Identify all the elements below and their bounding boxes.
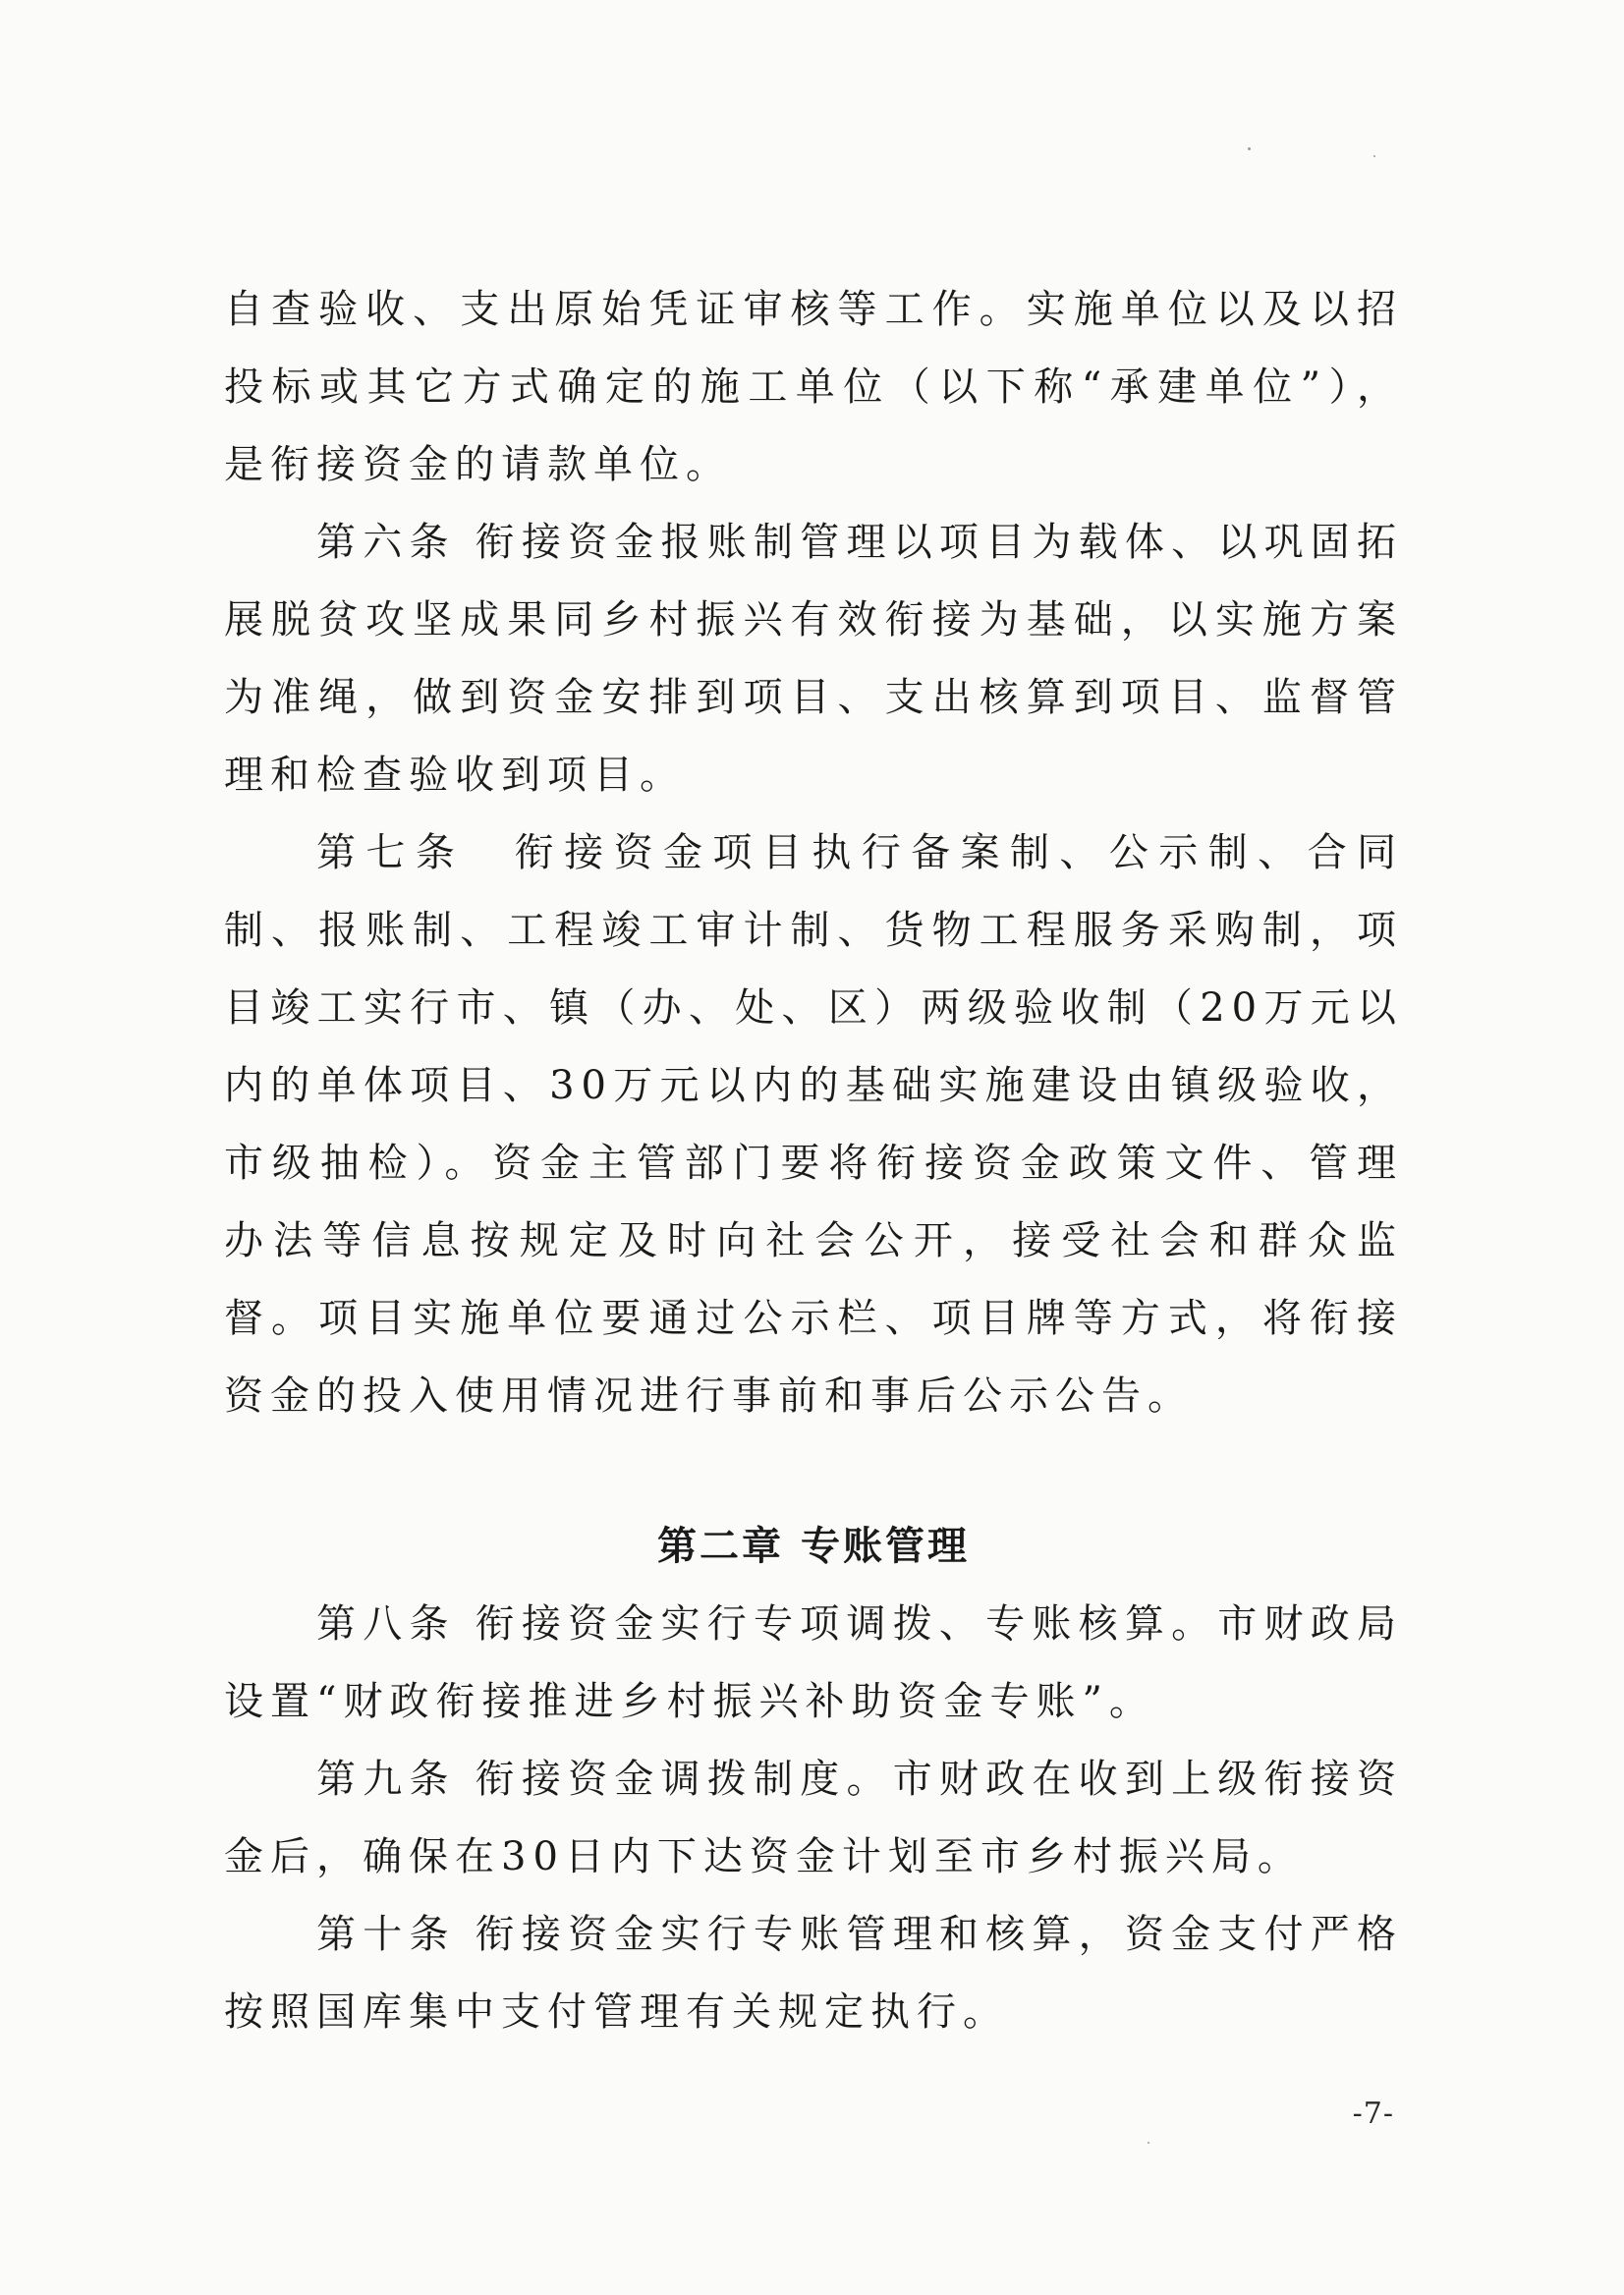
paragraph-continuation: 自查验收、支出原始凭证审核等工作。实施单位以及以招投标或其它方式确定的施工单位（以下称“承建单位”），是衔接资金的请款单位。 <box>224 287 1403 487</box>
section-spacer <box>224 1435 1403 1508</box>
scan-speck <box>1248 147 1251 150</box>
scan-speck <box>1148 2142 1149 2144</box>
page-number: -7- <box>1352 2097 1394 2131</box>
article-6-paragraph: 第六条 衔接资金报账制管理以项目为载体、以巩固拓展脱贫攻坚成果同乡村振兴有效衔接为基础，以实施方案为准绳，做到资金安排到项目、支出核算到项目、监督管理和检查验收到项目。 <box>224 520 1403 798</box>
article-7-paragraph: 第七条 衔接资金项目执行备案制、公示制、合同制、报账制、工程竣工审计制、货物工程服务采购制，项目竣工实行市、镇（办、处、区）两级验收制（20万元以内的单体项目、30万元以内的基础实施建设由镇级验收，市级抽检）。资金主管部门要将衔接资金政策文件、管理办法等信息按规定及时向社会公开，接受社会和群众监督。项目实施单位要通过公示栏、项目牌等方式，将衔接资金的投入使用情况进行事前和事后公示公告。 <box>224 830 1403 1419</box>
article-10-paragraph: 第十条 衔接资金实行专账管理和核算，资金支付严格按照国库集中支付管理有关规定执行。 <box>224 1912 1403 2035</box>
article-8-paragraph: 第八条 衔接资金实行专项调拨、专账核算。市财政局设置“财政衔接推进乡村振兴补助资金专账”。 <box>224 1601 1403 1724</box>
chapter-title: 第二章 专账管理 <box>657 1524 970 1569</box>
scan-speck <box>1373 155 1375 157</box>
body-text <box>224 271 1403 2051</box>
article-9-paragraph: 第九条 衔接资金调拨制度。市财政在收到上级衔接资金后，确保在30日内下达资金计划至市乡村振兴局。 <box>224 1757 1403 1879</box>
